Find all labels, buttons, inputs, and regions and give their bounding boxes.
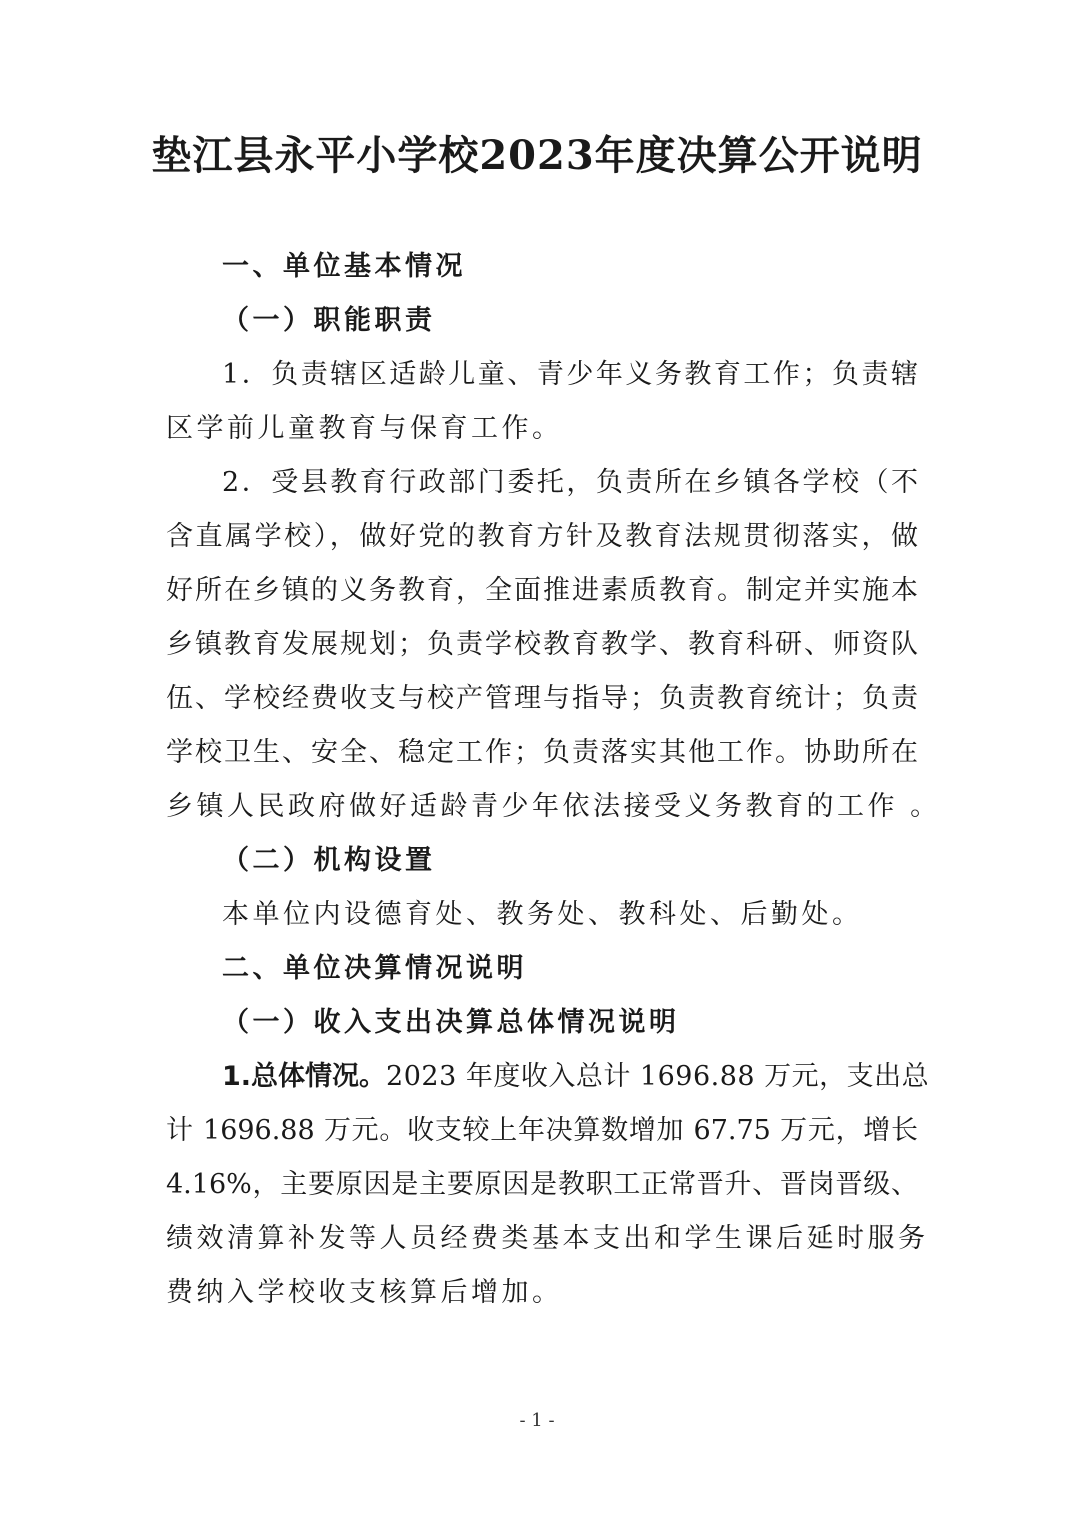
duties-item-1-line-1: 1．负责辖区适龄儿童、青少年义务教育工作；负责辖 bbox=[222, 359, 918, 390]
overall-paragraph-line-2: 计 1696.88 万元。收支较上年决算数增加 67.75 万元，增长 bbox=[166, 1115, 918, 1146]
subsection-heading-duties: （一）职能职责 bbox=[222, 305, 436, 336]
subsection-heading-organization: （二）机构设置 bbox=[222, 845, 436, 876]
overall-paragraph-line-3: 4.16%，主要原因是主要原因是教职工正常晋升、晋岗晋级、 bbox=[166, 1169, 918, 1200]
duties-item-2-line-3: 好所在乡镇的义务教育，全面推进素质教育。制定并实施本 bbox=[166, 575, 918, 606]
overall-line-1-text: 2023 年度收入总计 1696.88 万元，支出总 bbox=[386, 1061, 930, 1092]
section-heading-final-accounts: 二、单位决算情况说明 bbox=[222, 953, 527, 984]
organization-paragraph: 本单位内设德育处、教务处、教科处、后勤处。 bbox=[222, 899, 863, 930]
overall-paragraph-line-4: 绩效清算补发等人员经费类基本支出和学生课后延时服务 bbox=[166, 1223, 929, 1254]
subsection-heading-income-expenditure: （一）收入支出决算总体情况说明 bbox=[222, 1007, 680, 1038]
duties-item-2-line-7: 乡镇人民政府做好适龄青少年依法接受义务教育的工作 。 bbox=[166, 791, 941, 822]
overall-paragraph-line-1 bbox=[166, 1050, 930, 1104]
duties-item-2-line-6: 学校卫生、安全、稳定工作；负责落实其他工作。协助所在 bbox=[166, 737, 918, 768]
document-title: 垫江县永平小学校2023年度决算公开说明 bbox=[151, 132, 923, 179]
overall-paragraph-line-5: 费纳入学校收支核算后增加。 bbox=[166, 1277, 563, 1308]
duties-item-2-line-5: 伍、学校经费收支与校产管理与指导；负责教育统计；负责 bbox=[166, 683, 918, 714]
duties-item-1-line-2: 区学前儿童教育与保育工作。 bbox=[166, 413, 563, 444]
duties-item-2-line-1: 2．受县教育行政部门委托，负责所在乡镇各学校（不 bbox=[222, 467, 918, 498]
document-body bbox=[166, 240, 941, 1320]
page-number: - 1 - bbox=[519, 1410, 555, 1431]
section-heading-basic-info: 一、单位基本情况 bbox=[222, 251, 466, 282]
duties-item-2-line-2: 含直属学校），做好党的教育方针及教育法规贯彻落实，做 bbox=[166, 521, 918, 552]
duties-item-2-line-4: 乡镇教育发展规划；负责学校教育教学、教育科研、师资队 bbox=[166, 629, 918, 660]
overall-lead-label: 1.总体情况。 bbox=[222, 1061, 387, 1092]
